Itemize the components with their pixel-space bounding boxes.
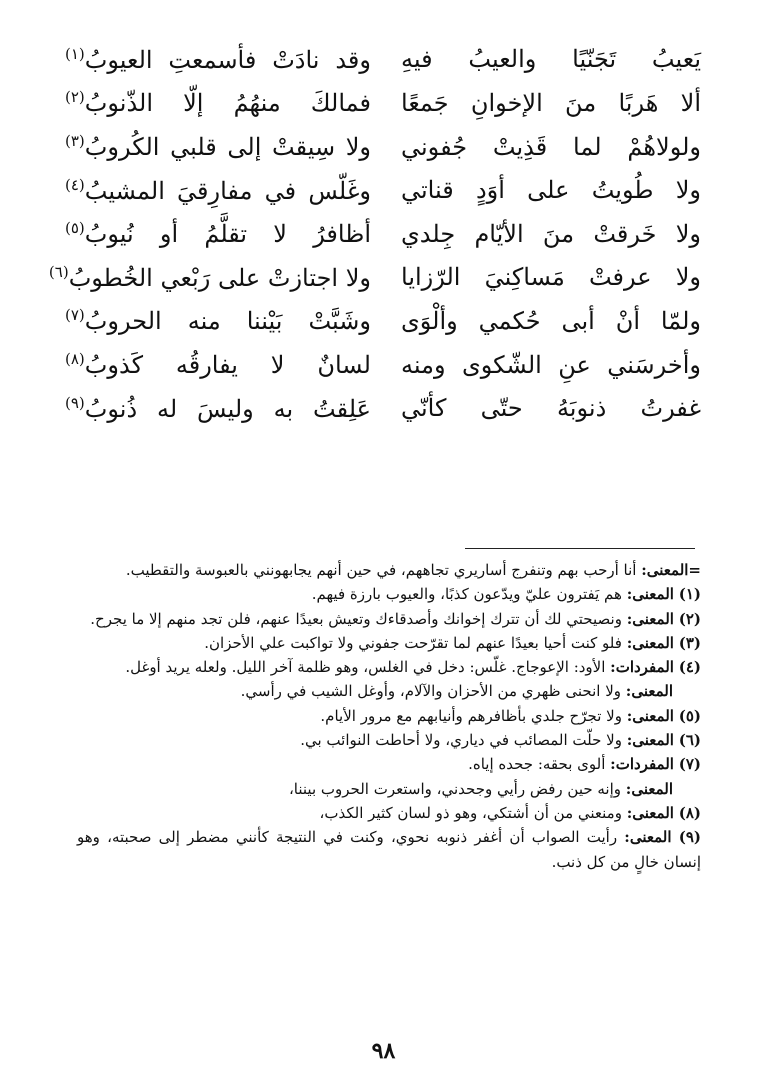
verse-second-hemistich	[65, 88, 371, 118]
verse-second-hemistich	[65, 176, 371, 206]
poem-verse	[48, 256, 701, 300]
footnote-label: المعنى:	[625, 682, 673, 701]
poem-verse	[65, 387, 701, 431]
verse-footnote-marker: (١)	[65, 44, 85, 63]
footnote	[77, 631, 701, 655]
verse-footnote-marker: (٤)	[65, 175, 85, 194]
footnote-text: أنا أرحب بهم وتنفرج أساريري تجاههم، في حين أنهم يجابهونني بالعبوسة والتقطيب.	[125, 561, 642, 579]
verse-second-hemistich	[65, 219, 371, 249]
verse-second-text: وغَلّس في مفارِقيَ المشيبُ	[84, 176, 371, 205]
footnote-label: =المعنى:	[641, 561, 701, 579]
verse-second-text: لسانٌ لا يفارقُه كَذوبُ	[84, 351, 371, 380]
verse-first-hemistich: ولا طُويتُ على أوَدٍ قناتي	[401, 176, 701, 205]
verse-first-hemistich: ولمّا أنْ أبى حُكمي وألْوَى	[401, 306, 701, 335]
footnote-divider	[465, 548, 695, 549]
verse-first-hemistich: ألا هَربًا منَ الإخوانِ جَمعًا	[401, 88, 701, 117]
verse-footnote-marker: (٧)	[65, 306, 85, 325]
footnote	[77, 825, 701, 874]
verse-footnote-marker: (٨)	[65, 350, 85, 369]
poem-verse	[65, 38, 701, 82]
footnote	[77, 679, 701, 703]
footnote	[77, 607, 701, 631]
poem-verse	[65, 343, 701, 387]
footnote-text: ألوى بحقه: جحده إياه.	[468, 755, 611, 774]
footnote-text: ولا حلّت المصائب في دياري، ولا أحاطت النوائب بي.	[300, 731, 627, 750]
poem-verse	[65, 169, 701, 213]
footnote-label: المعنى:	[626, 803, 674, 822]
footnote	[77, 728, 701, 752]
footnote-label: المعنى:	[626, 731, 674, 750]
verse-second-text: ولا اجتازتْ على رَبْعي الخُطوبُ	[68, 263, 371, 292]
footnote-label: المعنى:	[626, 706, 674, 725]
footnote-text: فلو كنت أحيا بعيدًا عنهم لما تقرّحت جفوني ولا تواكبت علي الأحزان.	[204, 633, 627, 652]
page-number: ٩٨	[371, 1038, 396, 1064]
verse-second-text: عَلِقتُ به وليسَ له ذُنوبُ	[84, 394, 371, 423]
verse-footnote-marker: (٣)	[65, 132, 85, 151]
footnote-text: ولا تجرّح جلدي بأظافرهم وأنيابهم مع مرور الأيام.	[320, 706, 627, 725]
footnote	[77, 704, 701, 728]
verse-footnote-marker: (٥)	[65, 219, 85, 238]
verse-first-hemistich: ولولاهُمْ لما قَذِيتْ جُفوني	[401, 132, 701, 161]
footnote	[77, 655, 701, 679]
footnote-text: ونصيحتي لك أن تترك إخوانك وأصدقاءك وتعيش بعيدًا عنهم، فلن تجد منهم إلا ما يجرح.	[90, 609, 627, 628]
footnote-number: (٢)	[678, 609, 701, 628]
verse-first-hemistich: ولا عرفتْ مَساكِنيَ الرّزايا	[401, 263, 701, 292]
verse-second-hemistich	[65, 45, 371, 75]
footnote-text: رأيت الصواب أن أغفر ذنوبه نحوي، وكنت في النتيجة كأنني مضطر إلى صحبته، وهو إنسان خالٍ من كل ذنب.	[77, 828, 701, 871]
poem-verse	[65, 82, 701, 126]
footnote-number: (٦)	[678, 731, 701, 750]
poem	[48, 38, 701, 430]
poem-verse	[65, 300, 701, 344]
footnote-text: هم يَفترون عليّ ويدّعون كذبًا، والعيوب بارزة فيهم.	[311, 585, 627, 604]
verse-second-text: وشَبَّتْ بَيْننا منه الحروبُ	[84, 307, 371, 336]
footnote-number: (٣)	[678, 633, 701, 652]
footnote-label: المعنى:	[626, 633, 674, 652]
footnote-number: (٤)	[678, 658, 701, 677]
footnote-text: وإنه حين رفض رأيي وجحدني، واستعرت الحروب بيننا،	[288, 779, 626, 798]
verse-second-hemistich	[65, 394, 371, 424]
verse-first-hemistich: وأخرسَني عنِ الشّكوى ومنه	[401, 350, 701, 379]
verse-footnote-marker: (٢)	[65, 88, 85, 107]
verse-first-hemistich: يَعيبُ تَجَنّيًا والعيبُ فيهِ	[401, 45, 701, 74]
verse-second-text: وقد نادَتْ فأسمعتِ العيوبُ	[84, 45, 371, 74]
footnote-label: المفردات:	[610, 658, 674, 677]
footnote	[77, 558, 701, 582]
footnote-label: المعنى:	[625, 779, 673, 798]
verse-second-hemistich	[65, 132, 371, 162]
footnote	[77, 752, 701, 776]
poem-verse	[65, 212, 701, 256]
verse-footnote-marker: (٩)	[65, 393, 85, 412]
footnote-number: (٧)	[678, 755, 701, 774]
footnote-label: المعنى:	[626, 585, 674, 604]
footnote-label: المفردات:	[610, 755, 674, 774]
verse-second-text: ولا سِيقتْ إلى قلبي الكُروبُ	[84, 133, 371, 162]
verse-second-text: فمالكَ منهُمُ إلّا الذّنوبُ	[84, 89, 371, 118]
footnotes	[77, 558, 701, 874]
footnote-label: المعنى:	[624, 828, 672, 847]
footnote-number: (٥)	[678, 706, 701, 725]
footnote-text: الأود: الإعوجاج. غلّس: دخل في الغلس، وهو ظلمة آخر الليل. ولعله يريد أوغل.	[125, 658, 611, 677]
footnote-label: المعنى:	[626, 609, 674, 628]
footnote	[77, 801, 701, 825]
footnote-text: ولا انحنى ظهري من الأحزان والآلام، وأوغل الشيب في رأسي.	[240, 682, 626, 701]
verse-second-hemistich	[48, 262, 371, 293]
verse-second-text: أظافرُ لا تقلَّمُ أو نُيوبُ	[84, 220, 371, 249]
poem-verse	[65, 125, 701, 169]
verse-footnote-marker: (٦)	[48, 262, 69, 281]
footnote-number: (١)	[678, 585, 701, 604]
footnote-number: (٩)	[678, 828, 701, 847]
footnote	[77, 777, 701, 801]
verse-second-hemistich	[65, 350, 371, 380]
verse-first-hemistich: غفرتُ ذنوبَهُ حتّى كأنّي	[401, 394, 701, 423]
footnote-number: (٨)	[678, 803, 701, 822]
footnote	[77, 582, 701, 606]
verse-first-hemistich: ولا خَرقتْ منَ الأيّام جِلدي	[401, 219, 701, 248]
verse-second-hemistich	[65, 306, 371, 336]
footnote-text: ومنعني من أن أشتكي، وهو ذو لسان كثير الكذب،	[319, 803, 627, 822]
